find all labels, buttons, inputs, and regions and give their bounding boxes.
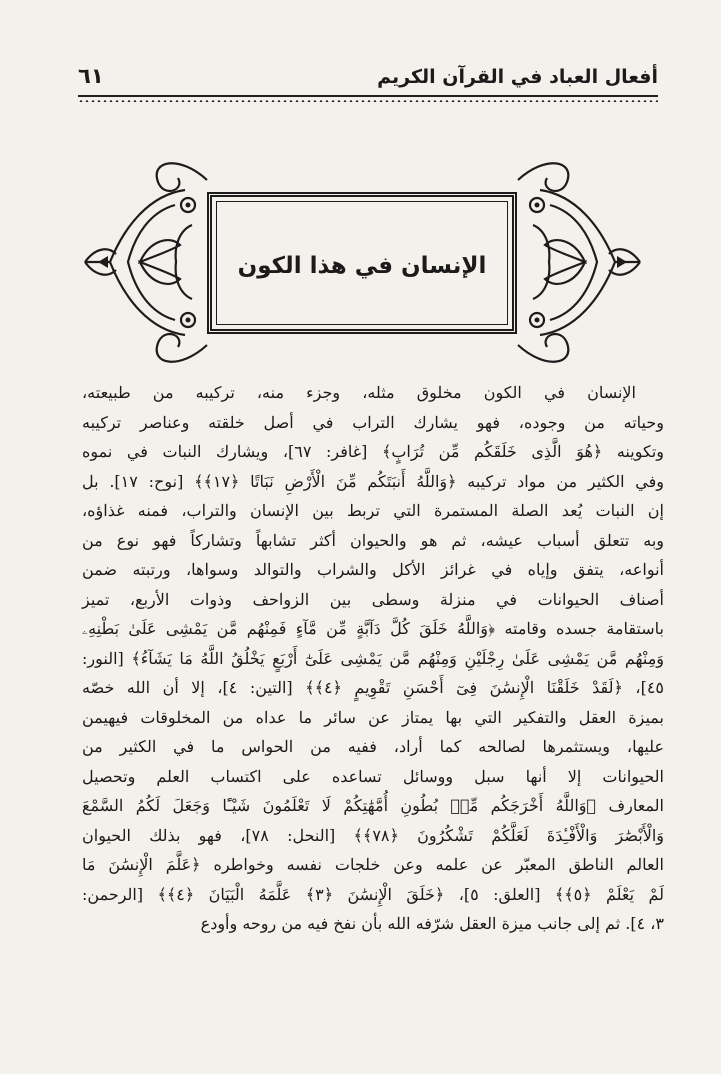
text-line: أنواعه، يتفق وإياه في غرائز الأكل والشراب والتوالد وسواها، ورتبته ضمن [82,560,664,579]
page-number: ٦١ [78,64,104,88]
text-line: وفي الكثير من مواد تركيبه ﴿وَاللَّهُ أَنبَتَكُم مِّنَ الْأَرْضِ نَبَاتًا ﴿١٧﴾﴾ [نوح: ١٧]. بل [82,471,664,491]
section-title: الإنسان في هذا الكون [237,253,487,279]
text-line: أصناف الحيوانات في منزلة وسطى بين الزواحف وذوات الأربع، تميز [82,589,664,609]
text-line: عليها، ويستثمرها لصالحه كما أراد، ففيه من الحواس ما في الكثير من [82,737,664,756]
text-line: لَمْ يَعْلَمْ ﴿٥﴾﴾ [العلق: ٥]، ﴿خَلَقَ الْإِنسَٰنَ ﴿٣﴾ عَلَّمَهُ الْبَيَانَ ﴿٤﴾﴾ [الرحمن: [82,884,665,904]
running-header [78,60,658,96]
text-line: وحياته من وجوده، فهو يشارك التراب في أصل خلقته وعناصر تركيبه [82,412,664,432]
text-line: ٣، ٤]. ثم إلى جانب ميزة العقل شرّفه الله بأن نفخ فيه من روحه وأودع [200,914,664,933]
header-rule [78,95,658,102]
text-line: وبه تتعلق أسباب عيشه، ثم هو والحيوان أكثر تشابهاً وتشاركاً فهو نوع من [82,530,664,550]
book-title: أفعال العباد في القرآن الكريم [377,66,658,88]
text-line: الإنسان في الكون مخلوق مثله، وجزء منه، تركيبه من طبيعته، [82,383,636,402]
text-line: ٤٥]، ﴿لَقَدْ خَلَقْنَا الْإِنسَٰنَ فِىٓ أَحْسَنِ تَقْوِيمٍ ﴿٤﴾﴾ [التين: ٤]، إلا أن الله خصّه [82,678,665,697]
text-line: المعارف ﴿وَاللَّهُ أَخْرَجَكُم مِّنۢ بُطُونِ أُمَّهَٰتِكُمْ لَا تَعْلَمُونَ شَيْـًٔا وَجَعَلَ لَكُمُ السَّمْعَ [82,796,664,815]
text-line: الحيوانات إلا أنها سبل ووسائل تساعده على اكتساب العلم وتحصيل [82,766,665,786]
text-line: وتكوينه ﴿هُوَ الَّذِى خَلَقَكُم مِّن تُرَابٍ﴾ [غافر: ٦٧]، ويشارك النبات في نموه [82,442,664,461]
text-line: وَالْأَبْصَٰرَ وَالْأَفْـِٔدَةَ لَعَلَّكُمْ تَشْكُرُونَ ﴿٧٨﴾﴾ [النحل: ٧٨]، فهو بذلك الحيوان [82,825,665,845]
text-line: العالم الناطق المعبّر عن علمه وعن خلجات نفسه وخواطره ﴿عَلَّمَ الْإِنسَٰنَ مَا [82,855,664,874]
text-line: إن النبات يُعد الصلة المستمرة التي تربط بين الإنسان والتراب، فمنه غذاؤه، [82,501,664,520]
text-line: بميزة العقل والتفكير التي بها يمتاز عن سائر ما عداه من المخلوقات فيهيمن [82,707,664,727]
section-title-box [207,192,517,334]
text-line: وَمِنْهُم مَّن يَمْشِى عَلَىٰ رِجْلَيْنِ وَمِنْهُم مَّن يَمْشِى عَلَىٰٓ أَرْبَعٍ يَخْلُقُ اللَّهُ مَا يَشَآءُ﴾ [النور: [82,648,664,668]
text-line: باستقامة جسده وقامته ﴿وَاللَّهُ خَلَقَ كُلَّ دَآبَّةٍ مِّن مَّآءٍ فَمِنْهُم مَّن يَمْشِى عَلَىٰ بَطْنِهِۦ [82,619,664,638]
body-paragraph [82,378,664,939]
section-ornament-frame [80,150,645,375]
